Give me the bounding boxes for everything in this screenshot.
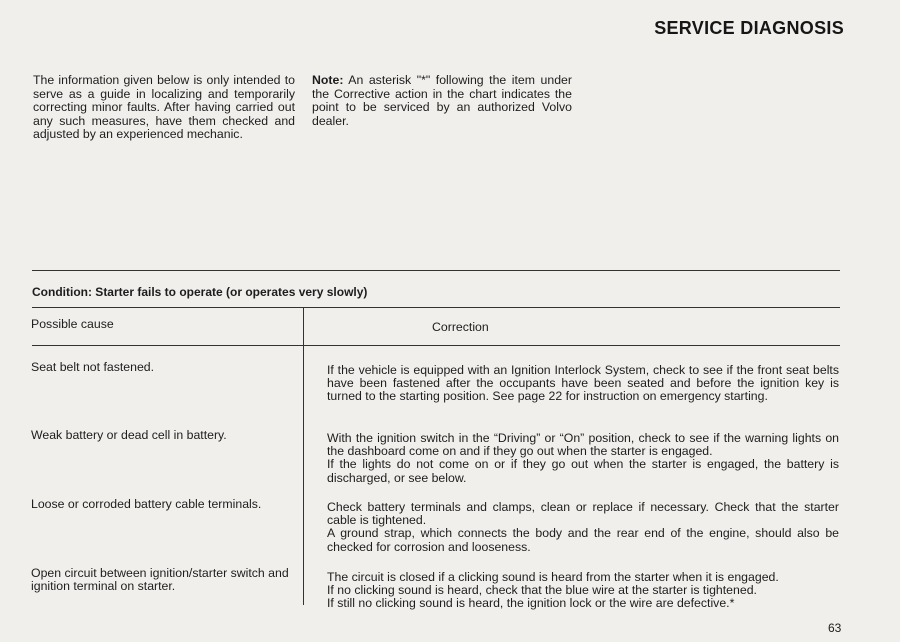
- correction-text: With the ignition switch in the “Driving” or “On” position, check to see if the warning lights on the dashboard come on and if they go out when the starter is engaged.: [327, 431, 839, 459]
- header-possible-cause: Possible cause: [31, 317, 114, 331]
- cause-cell: Loose or corroded battery cable terminals.: [31, 497, 262, 511]
- header-correction: Correction: [432, 320, 489, 334]
- correction-text: If the lights do not come on or if they go out when the starter is engaged, the battery is discharged, or see below.: [327, 457, 839, 485]
- correction-text: Check battery terminals and clamps, clean or replace if necessary. Check that the starter cable is tightened.: [327, 500, 839, 528]
- note-body: An asterisk "*" following the item under the Corrective action in the chart indicates the point to be serviced by an authorized Volvo dealer.: [312, 73, 572, 128]
- correction-text: If no clicking sound is heard, check that the blue wire at the starter is tightened.: [327, 583, 757, 598]
- divider: [32, 307, 840, 308]
- cause-cell: Open circuit between ignition/starter switch and ignition terminal on starter.: [31, 566, 289, 594]
- correction-text: The circuit is closed if a clicking sound is heard from the starter when it is engaged.: [327, 570, 779, 584]
- correction-cell: [327, 571, 839, 611]
- note-label: Note:: [312, 73, 344, 87]
- divider: [32, 270, 840, 271]
- correction-text: If the vehicle is equipped with an Ignition Interlock System, check to see if the front seat belts have been fastened after the occupants have been seated and before the ignition key is turned to the starting position. See page 22 for instruction on emergency starting.: [327, 363, 839, 404]
- divider: [32, 345, 840, 346]
- page-number: 63: [828, 621, 842, 635]
- cause-cell: Seat belt not fastened.: [31, 360, 155, 374]
- column-divider: [303, 307, 304, 605]
- correction-cell: [327, 364, 839, 404]
- condition-heading: Condition: Starter fails to operate (or operates very slowly): [32, 285, 368, 299]
- correction-text: A ground strap, which connects the body and the rear end of the engine, should also be checked for corrosion and looseness.: [327, 526, 839, 554]
- correction-text: If still no clicking sound is heard, the ignition lock or the wire are defective.*: [327, 596, 735, 611]
- correction-cell: [327, 501, 839, 554]
- page-title: SERVICE DIAGNOSIS: [654, 18, 844, 38]
- intro-text: The information given below is only intended to serve as a guide in localizing and temporarily correcting minor faults. After having carried out any such measures, have them checked and adjusted by an experienced mechanic.: [33, 73, 295, 142]
- correction-cell: [327, 432, 839, 485]
- cause-cell: Weak battery or dead cell in battery.: [31, 428, 227, 442]
- note-text: [312, 74, 572, 128]
